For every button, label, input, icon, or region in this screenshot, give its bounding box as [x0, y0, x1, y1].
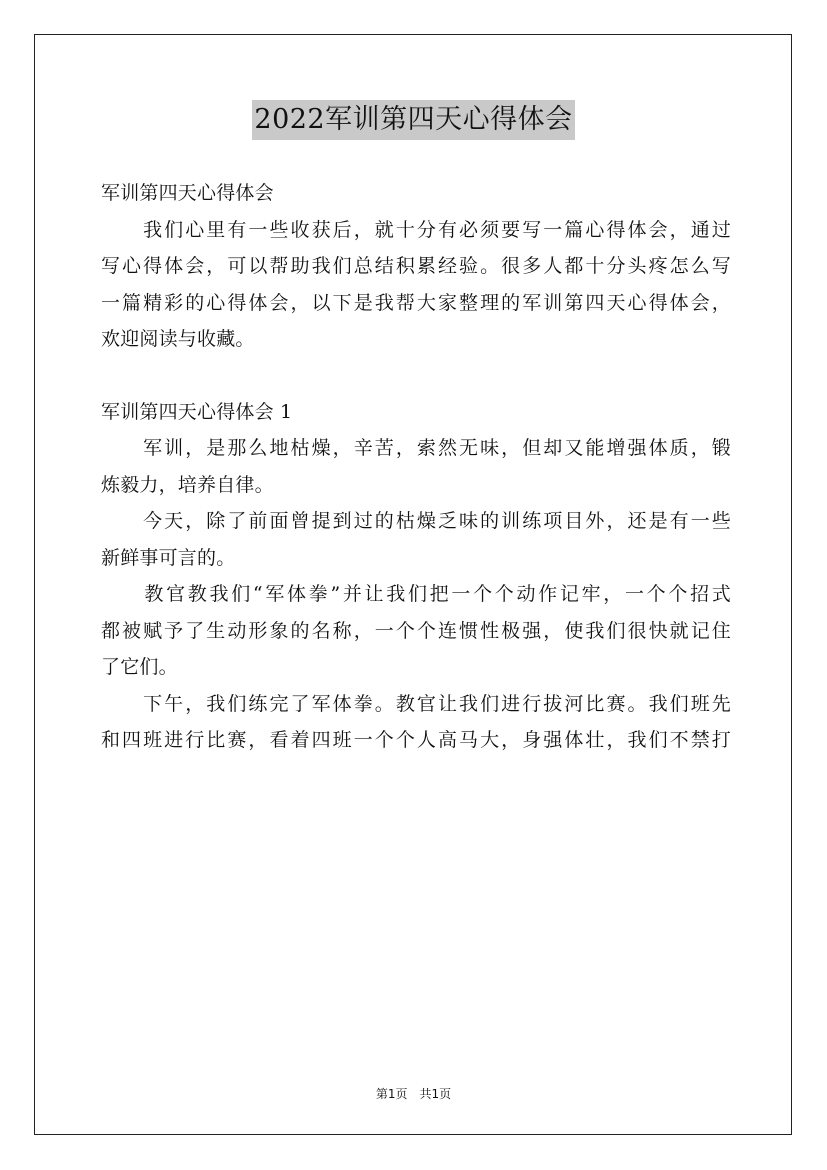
- page-number: 第1页 共1页: [375, 1087, 452, 1101]
- text-line: 我们心里有一些收获后，就十分有必须要写一篇心得体会，通过: [101, 218, 731, 241]
- paragraph: [101, 430, 731, 503]
- text-line: 欢迎阅读与收藏。: [101, 328, 255, 350]
- page-footer: [0, 1085, 827, 1102]
- text-line: 教官教我们“军体拳”并让我们把一个个动作记牢，一个个招式: [101, 583, 731, 605]
- paragraph: [101, 686, 731, 759]
- text-line: 写心得体会，可以帮助我们总结积累经验。很多人都十分头疼怎么写: [101, 255, 731, 277]
- paragraph: [101, 576, 731, 686]
- text-line: 和四班进行比赛，看着四班一个个人高马大，身强体壮，我们不禁打: [101, 729, 731, 751]
- spacer: [101, 358, 731, 395]
- title-area: [0, 100, 827, 140]
- text-line: 下午，我们练完了军体拳。教官让我们进行拔河比赛。我们班先: [101, 692, 731, 715]
- text-line: 都被赋予了生动形象的名称，一个个连惯性极强，使我们很快就记住: [101, 619, 731, 642]
- section-heading: 军训第四天心得体会 1: [101, 401, 293, 423]
- text-line: 军训，是那么地枯燥，辛苦，索然无味，但却又能增强体质，锻: [101, 437, 731, 459]
- intro-paragraph: [101, 212, 731, 358]
- document-body: [101, 175, 731, 759]
- text-line: 了它们。: [101, 656, 178, 678]
- document-title: 2022军训第四天心得体会: [252, 100, 574, 140]
- text-line: 炼毅力，培养自律。: [101, 473, 274, 496]
- text-line: 今天，除了前面曾提到过的枯燥乏味的训练项目外，还是有一些: [101, 510, 731, 532]
- text-line: 新鲜事可言的。: [101, 546, 236, 569]
- text-line: 一篇精彩的心得体会，以下是我帮大家整理的军训第四天心得体会，: [101, 291, 731, 314]
- subtitle: 军训第四天心得体会: [101, 182, 274, 204]
- paragraph: [101, 503, 731, 576]
